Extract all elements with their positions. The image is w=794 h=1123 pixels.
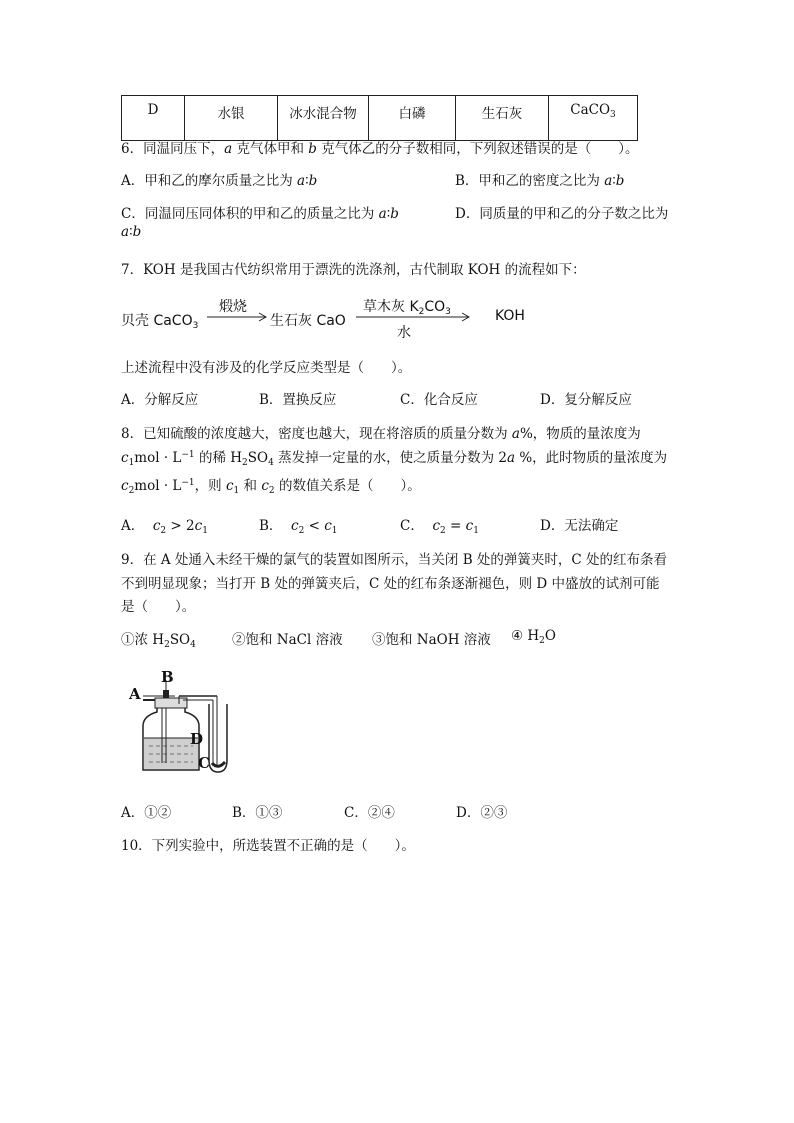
q9-line1: 9．在 A 处通入未经干燥的氯气的装置如图所示，当关闭 B 处的弹簧夹时，C 处的红布条看: [121, 552, 668, 568]
q7-question: 上述流程中没有涉及的化学反应类型是（ ）。: [121, 360, 412, 376]
flow-arrow-2: [356, 311, 472, 323]
q6-option-d: D．同质量的甲和乙的分子数之比为: [455, 206, 669, 222]
apparatus-figure: [125, 668, 250, 778]
q10-stem: 10．下列实验中，所选装置不正确的是（ ）。: [121, 838, 415, 854]
q7-option-a: A．分解反应: [121, 392, 199, 408]
flow-start: 贝壳 CaCO$_3$: [121, 313, 199, 331]
q9-line3: 是（ ）。: [121, 599, 196, 615]
table-cell: [549, 96, 638, 141]
q6-stem: 6．同温同压下，a 克气体甲和 b 克气体乙的分子数相同，下列叙述错误的是（ ）。: [121, 141, 639, 157]
flow-end: KOH: [495, 308, 525, 324]
caco3-text: CaCO: [570, 102, 611, 118]
q7-option-b: B．置换反应: [259, 392, 337, 408]
flow-arrow1-label: 煅烧: [219, 299, 247, 315]
flow-mid: 生石灰 CaO: [270, 313, 346, 329]
caco3-sub: 3: [610, 110, 616, 120]
q9-reagent-1: ①浓 $H_2SO_4$: [121, 632, 196, 650]
figure-label-b: B: [161, 668, 174, 686]
q9-option-a: A．①②: [121, 805, 172, 821]
q8-option-c: C． $c_2 = c_1$: [400, 518, 479, 536]
q8-option-d: D．无法确定: [540, 518, 619, 534]
table-cell: 生石灰: [456, 96, 549, 141]
table-cell: 水银: [185, 96, 278, 141]
q6-option-a: A．甲和乙的摩尔质量之比为 a∶b: [121, 173, 318, 189]
flow-arrow2-bottom: 水: [397, 325, 411, 341]
q9-option-b: B．①③: [232, 805, 283, 821]
substance-table: [121, 95, 638, 141]
flow-arrow-1: [207, 311, 269, 323]
table-cell: D: [122, 96, 185, 141]
table-row: [122, 96, 638, 141]
q9-reagent-4: ④ $H_2O$: [511, 628, 556, 646]
q7-stem: 7．KOH 是我国古代纺织常用于漂洗的洗涤剂，古代制取 KOH 的流程如下：: [121, 262, 586, 278]
q9-line2: 不到明显现象；当打开 B 处的弹簧夹后，C 处的红布条逐渐褪色，则 D 中盛放的试剂可能: [121, 576, 660, 592]
figure-label-d: D: [190, 730, 204, 748]
q8-line2: $c_1mol \cdot L^{-1}$ 的稀 $H_2SO_4$ 蒸发掉一定量的水，使之质量分数为 2a %，此时物质的量浓度为: [121, 450, 668, 468]
figure-label-c: C: [198, 754, 210, 772]
q8-line3: $c_2mol \cdot L^{-1}$，则 $c_1$ 和 $c_2$ 的数值关系是（ ）。: [121, 478, 421, 496]
q8-option-b: B． $c_2 < c_1$: [259, 518, 338, 536]
q6-option-b: B．甲和乙的密度之比为 a∶b: [455, 173, 625, 189]
q8-option-a: A． $c_2 > 2c_1$: [121, 518, 208, 536]
q6-option-c: C．同温同压同体积的甲和乙的质量之比为 a∶b: [121, 206, 399, 222]
flow-arrow2-top: 草木灰 $K_2CO_3$: [363, 299, 451, 317]
table-cell: 冰水混合物: [278, 96, 369, 141]
q9-option-d: D．②③: [456, 805, 508, 821]
q6-option-d-cont: a∶b: [121, 224, 142, 240]
q7-option-d: D．复分解反应: [540, 392, 632, 408]
q7-option-c: C．化合反应: [400, 392, 478, 408]
table-cell: 白磷: [369, 96, 456, 141]
figure-label-a: A: [129, 685, 141, 703]
q9-option-c: C．②④: [344, 805, 395, 821]
q9-reagent-2: ②饱和 NaCl 溶液: [232, 632, 343, 648]
q9-reagent-3: ③饱和 NaOH 溶液: [372, 632, 491, 648]
q8-line1: 8．已知硫酸的浓度越大，密度也越大，现在将溶质的质量分数为 a%，物质的量浓度为: [121, 426, 641, 442]
